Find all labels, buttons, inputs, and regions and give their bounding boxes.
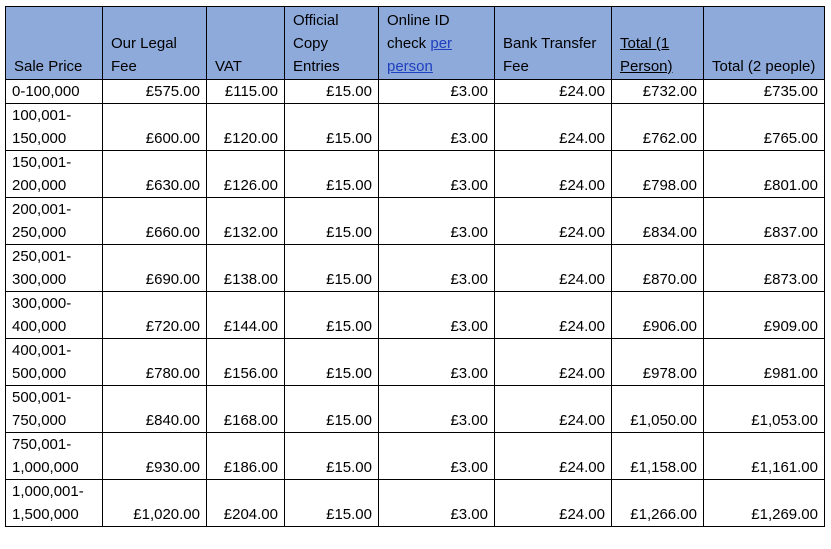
table-row: [6, 245, 825, 292]
bank-fee-cell: £24.00: [495, 80, 612, 104]
bank-fee-cell: £24.00: [495, 433, 612, 480]
header-legal-fee: Our Legal Fee: [103, 7, 207, 80]
vat-cell: £186.00: [207, 433, 285, 480]
sale-price-cell: 1,000,001-1,500,000: [6, 480, 103, 527]
total-one-cell: £978.00: [612, 339, 704, 386]
total-two-cell: £981.00: [704, 339, 825, 386]
sale-price-cell: 200,001-250,000: [6, 198, 103, 245]
table-row: [6, 198, 825, 245]
legal-fee-cell: £575.00: [103, 80, 207, 104]
total-one-cell: £870.00: [612, 245, 704, 292]
sale-price-cell: 500,001-750,000: [6, 386, 103, 433]
total-two-cell: £1,161.00: [704, 433, 825, 480]
total-two-cell: £873.00: [704, 245, 825, 292]
sale-price-cell: 300,000-400,000: [6, 292, 103, 339]
header-row: [6, 7, 825, 80]
id-check-cell: £3.00: [379, 198, 495, 245]
header-official-copy-entries: Official Copy Entries: [285, 7, 379, 80]
legal-fee-cell: £600.00: [103, 104, 207, 151]
total-two-cell: £837.00: [704, 198, 825, 245]
total-two-cell: £765.00: [704, 104, 825, 151]
legal-fee-cell: £720.00: [103, 292, 207, 339]
header-sale-price: Sale Price: [6, 7, 103, 80]
table-row: [6, 480, 825, 527]
vat-cell: £115.00: [207, 80, 285, 104]
vat-cell: £204.00: [207, 480, 285, 527]
sale-price-cell: 250,001-300,000: [6, 245, 103, 292]
vat-cell: £156.00: [207, 339, 285, 386]
official-copy-cell: £15.00: [285, 339, 379, 386]
legal-fee-cell: £1,020.00: [103, 480, 207, 527]
vat-cell: £138.00: [207, 245, 285, 292]
sale-price-cell: 100,001-150,000: [6, 104, 103, 151]
table-row: [6, 433, 825, 480]
vat-cell: £126.00: [207, 151, 285, 198]
table-row: [6, 292, 825, 339]
legal-fee-cell: £630.00: [103, 151, 207, 198]
sale-price-cell: 0-100,000: [6, 80, 103, 104]
official-copy-cell: £15.00: [285, 480, 379, 527]
table-row: [6, 104, 825, 151]
legal-fee-cell: £660.00: [103, 198, 207, 245]
table-row: [6, 339, 825, 386]
total-one-cell: £1,158.00: [612, 433, 704, 480]
legal-fee-cell: £930.00: [103, 433, 207, 480]
id-check-cell: £3.00: [379, 292, 495, 339]
table-header: [6, 7, 825, 80]
table-row: [6, 151, 825, 198]
legal-fee-cell: £780.00: [103, 339, 207, 386]
total-one-cell: £1,266.00: [612, 480, 704, 527]
header-bank-transfer-fee: Bank Transfer Fee: [495, 7, 612, 80]
total-two-cell: £735.00: [704, 80, 825, 104]
bank-fee-cell: £24.00: [495, 339, 612, 386]
table-row: [6, 386, 825, 433]
id-check-label: Online ID check: [387, 12, 450, 52]
vat-cell: £168.00: [207, 386, 285, 433]
official-copy-cell: £15.00: [285, 433, 379, 480]
official-copy-cell: £15.00: [285, 245, 379, 292]
total-one-cell: £906.00: [612, 292, 704, 339]
id-check-cell: £3.00: [379, 151, 495, 198]
total-two-cell: £1,053.00: [704, 386, 825, 433]
total-one-cell: £834.00: [612, 198, 704, 245]
header-total-one-person: [612, 7, 704, 80]
id-check-cell: £3.00: [379, 80, 495, 104]
header-vat: VAT: [207, 7, 285, 80]
total-one-cell: £1,050.00: [612, 386, 704, 433]
bank-fee-cell: £24.00: [495, 198, 612, 245]
id-check-cell: £3.00: [379, 433, 495, 480]
table-body: [6, 80, 825, 527]
id-check-cell: £3.00: [379, 386, 495, 433]
total-two-cell: £909.00: [704, 292, 825, 339]
official-copy-cell: £15.00: [285, 386, 379, 433]
vat-cell: £132.00: [207, 198, 285, 245]
header-online-id-check: [379, 7, 495, 80]
vat-cell: £144.00: [207, 292, 285, 339]
id-check-cell: £3.00: [379, 245, 495, 292]
total-one-label: Total (1 Person): [620, 35, 673, 75]
id-check-cell: £3.00: [379, 480, 495, 527]
official-copy-cell: £15.00: [285, 104, 379, 151]
id-check-cell: £3.00: [379, 104, 495, 151]
total-one-cell: £762.00: [612, 104, 704, 151]
total-one-cell: £732.00: [612, 80, 704, 104]
total-two-cell: £801.00: [704, 151, 825, 198]
bank-fee-cell: £24.00: [495, 386, 612, 433]
bank-fee-cell: £24.00: [495, 104, 612, 151]
total-two-cell: £1,269.00: [704, 480, 825, 527]
total-one-cell: £798.00: [612, 151, 704, 198]
vat-cell: £120.00: [207, 104, 285, 151]
official-copy-cell: £15.00: [285, 80, 379, 104]
bank-fee-cell: £24.00: [495, 480, 612, 527]
official-copy-cell: £15.00: [285, 151, 379, 198]
bank-fee-cell: £24.00: [495, 245, 612, 292]
sale-price-cell: 400,001-500,000: [6, 339, 103, 386]
sale-price-cell: 750,001-1,000,000: [6, 433, 103, 480]
legal-fees-table: [5, 6, 825, 527]
legal-fee-cell: £690.00: [103, 245, 207, 292]
sale-price-cell: 150,001-200,000: [6, 151, 103, 198]
legal-fee-cell: £840.00: [103, 386, 207, 433]
bank-fee-cell: £24.00: [495, 292, 612, 339]
table-row: [6, 80, 825, 104]
bank-fee-cell: £24.00: [495, 151, 612, 198]
header-total-two-people: Total (2 people): [704, 7, 825, 80]
id-check-cell: £3.00: [379, 339, 495, 386]
official-copy-cell: £15.00: [285, 198, 379, 245]
official-copy-cell: £15.00: [285, 292, 379, 339]
per-person-link[interactable]: per person: [387, 35, 453, 75]
